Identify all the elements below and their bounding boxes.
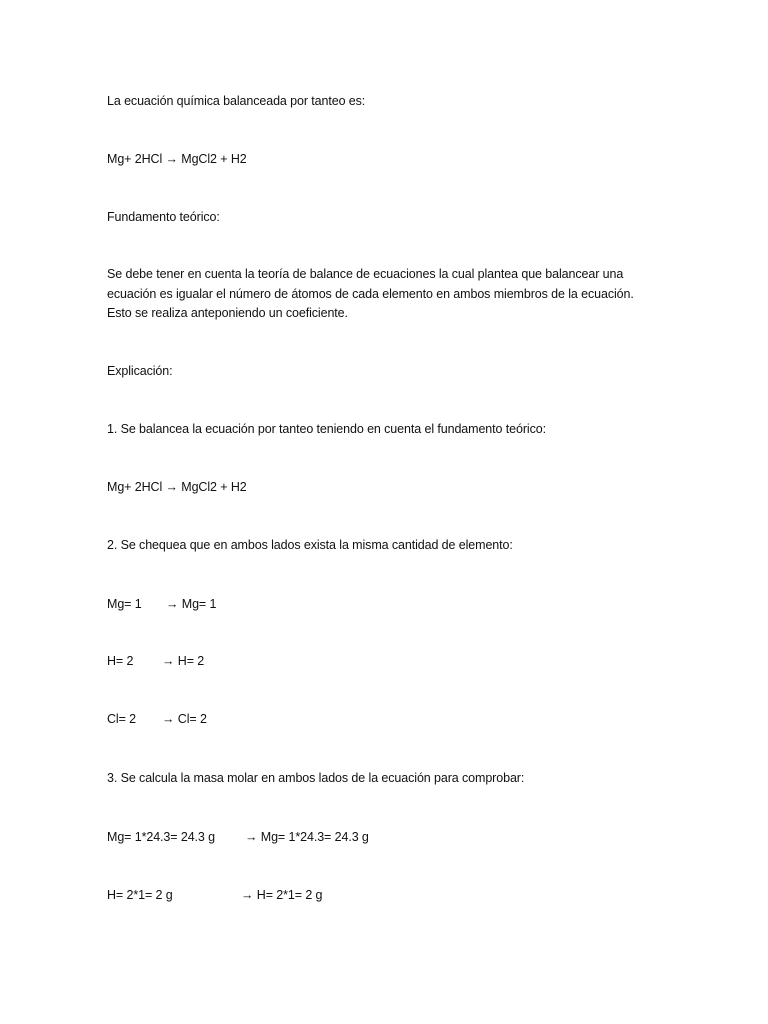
balance-right: → H= 2 bbox=[162, 654, 205, 668]
theory-line: Se debe tener en cuenta la teoría de balance de ecuaciones la cual plantea que balancear una bbox=[107, 267, 624, 281]
balance-row-mg bbox=[107, 595, 407, 614]
theory-heading: Fundamento teórico: bbox=[107, 210, 220, 224]
mass-right: → H= 2*1= 2 g bbox=[241, 888, 323, 902]
balance-row-cl bbox=[107, 710, 407, 729]
mass-row-mg bbox=[107, 828, 507, 847]
mass-left: Mg= 1*24.3= 24.3 g bbox=[107, 830, 216, 844]
balance-left: H= 2 bbox=[107, 654, 134, 668]
mass-right: → Mg= 1*24.3= 24.3 g bbox=[245, 830, 369, 844]
balance-right: → Mg= 1 bbox=[166, 597, 217, 611]
equation-2: Mg+ 2HCl → MgCl2 + H2 bbox=[107, 480, 247, 494]
theory-paragraph bbox=[107, 265, 667, 324]
theory-line: ecuación es igualar el número de átomos de cada elemento en ambos miembros de la ecuación. bbox=[107, 286, 634, 301]
balance-left: Cl= 2 bbox=[107, 712, 137, 726]
intro-text: La ecuación química balanceada por tanteo es: bbox=[107, 94, 366, 108]
balance-right: → Cl= 2 bbox=[162, 712, 207, 726]
step-1-text: 1. Se balancea la ecuación por tanteo teniendo en cuenta el fundamento teórico: bbox=[107, 422, 546, 436]
balance-left: Mg= 1 bbox=[107, 597, 142, 611]
balance-row-h bbox=[107, 652, 407, 671]
equation-1: Mg+ 2HCl → MgCl2 + H2 bbox=[107, 152, 247, 166]
step-3-text: 3. Se calcula la masa molar en ambos lados de la ecuación para comprobar: bbox=[107, 771, 525, 785]
step-2-text: 2. Se chequea que en ambos lados exista la misma cantidad de elemento: bbox=[107, 538, 513, 552]
theory-line: Esto se realiza anteponiendo un coeficiente. bbox=[107, 306, 348, 320]
explanation-heading: Explicación: bbox=[107, 364, 173, 378]
mass-left: H= 2*1= 2 g bbox=[107, 888, 173, 902]
mass-row-h bbox=[107, 886, 507, 905]
